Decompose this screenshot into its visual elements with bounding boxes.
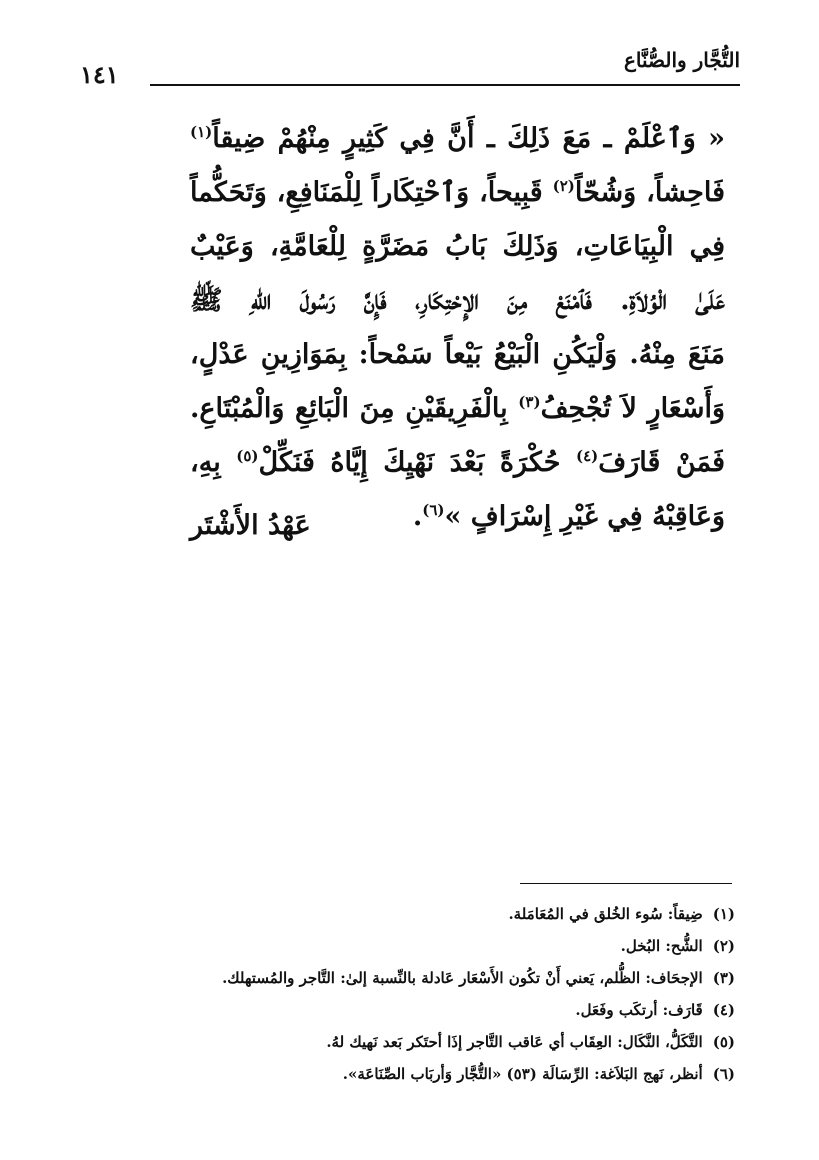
source-heading: عَهْدُ الأَشْتَر [190,510,311,541]
text-line-7: فَمَنْ قَارَفَ$^{(٤)}$ حُكْرَةً بَعْدَ نَهْيِكَ إِيَّاهُ فَنَكِّلْ$^{(٥)}$ بِهِ، [190,447,726,478]
header-rule [150,84,740,88]
footnote-ref-3: (٣) [518,393,541,411]
text-line-6: وَأَسْعَارٍ لاَ تُجْحِفُ$^{(٣)}$ بِالْفَرِيقَيْنِ مِنَ الْبَائِعِ وَالْمُبْتَاعِ. [190,393,725,424]
text-line-3: فِي الْبِيَاعَاتِ، وَذَلِكَ بَابُ مَضَرَّةٍ لِلْعَامَّةِ، وَعَيْبٌ [190,231,725,262]
footnote-separator [520,883,732,884]
text-line-2: فَاحِشاً، وَشُحّاً$^{(٢)}$ قَبِيحاً، وَٱحْتِكَاراً لِلْمَنَافِعِ، وَتَحَكُّماً [190,177,726,208]
text-line-1: « وَٱعْلَمْ ـ مَعَ ذَلِكَ ـ أَنَّ فِي كَثِيرٍ مِنْهُمْ ضِيقاً$^{(١)}$ [190,123,725,154]
footnotes [190,898,735,1090]
footnote-4: (٤)قَارَف: أرتكَب وفَعَل. [575,1001,735,1019]
footnote-5: (٥)التَّكَلُّ، النَّكَال: العِقَاب أي عَاقب التَّاجر إذَا أحتَكر بَعد نَهيك لهُ. [326,1033,735,1051]
footnote-2: (٢)الشُّح: البُخل. [620,937,735,955]
main-text [190,112,725,544]
footnote-ref-1: (١) [190,123,213,141]
running-header [80,48,740,92]
footnote-1: (١)ضِيقاً: سُوء الخُلق في المُعَامَلة. [508,905,735,923]
page-number: ١٤١ [80,60,119,89]
text-line-8: وَعَاقِبْهُ فِي غَيْرِ إِسْرَافٍ »$^{(٦)}$. [412,501,725,532]
footnote-ref-4: (٤) [576,447,599,465]
text-line-5: مَنَعَ مِنْهُ. وَلْيَكُنِ الْبَيْعُ بَيْعاً سَمْحاً: بِمَوَازِينِ عَدْلٍ، [190,339,725,370]
footnote-ref-6: (٦) [422,501,445,519]
footnote-ref-5: (٥) [236,447,259,465]
footnote-ref-2: (٢) [552,177,575,195]
text-line-4: عَلَىٰ الْوُلاَةِ. فَٱمْنَعْ مِنَ الإِحْتِكَارِ، فَإِنَّ رَسُولَ اللهِ ﷺ [190,285,725,316]
header-title: التُّجَّار والصُّنَّاع [623,48,740,72]
footnote-6: (٦)أنظر، نَهج البَلاَغة: الرِّسَالَة (٥٣) «التُّجَّار وَأربَاب الصِّنَاعَة». [342,1065,735,1083]
footnote-3: (٣)الإجحَاف: الظُّلم، يَعني أَنْ تكُون الأَسْعَار عَادلة بالنِّسبة إلىٰ: التَّاجر والمُستهلك. [222,969,735,987]
